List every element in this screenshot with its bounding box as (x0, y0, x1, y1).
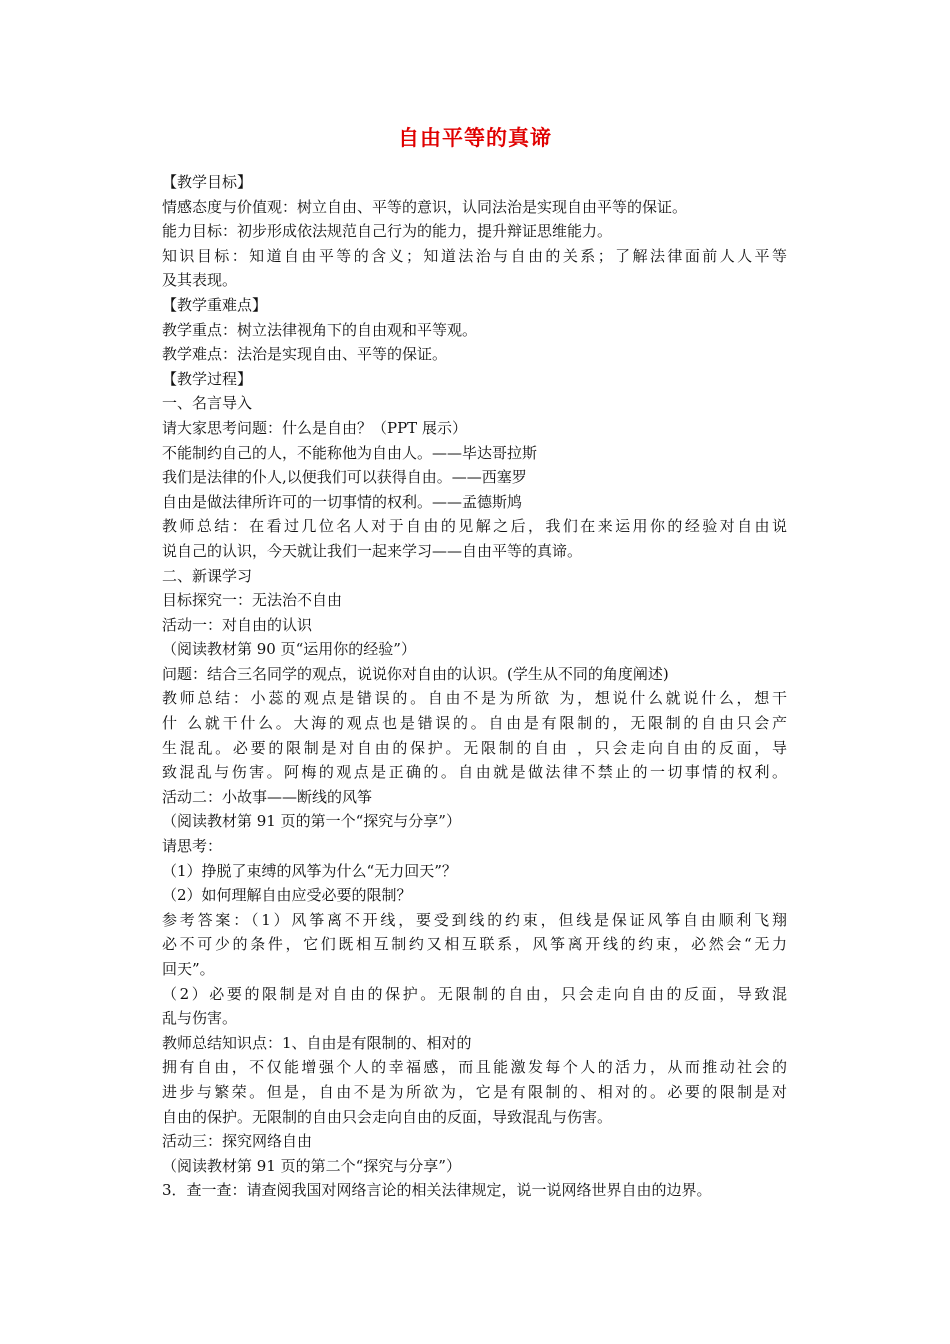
text-line: 生混乱。必要的限制是对自由的保护。无限制的自由 ，只会走向自由的反面，导 (162, 738, 787, 757)
text-line: 活动三：探究网络自由 (162, 1132, 313, 1151)
document-body (162, 170, 787, 1203)
text-line: 活动一：对自由的认识 (162, 615, 313, 634)
text-line: 乱与伤害。 (162, 1009, 238, 1028)
text-line: 什 么就干什么。大海的观点也是错误的。自由是有限制的，无限制的自由只会产 (162, 714, 787, 733)
text-line: 教学重点：树立法律视角下的自由观和平等观。 (162, 320, 478, 339)
text-line: 说自己的认识，今天就让我们一起来学习——自由平等的真谛。 (162, 541, 583, 560)
text-line: 我们是法律的仆人,以便我们可以获得自由。——西塞罗 (162, 468, 527, 487)
text-line: 【教学目标】 (162, 173, 253, 191)
text-line: （阅读教材第 91 页的第二个“探究与分享”） (162, 1156, 461, 1175)
text-line: （阅读教材第 91 页的第一个“探究与分享”） (162, 812, 461, 831)
text-line: 教师总结：在看过几位名人对于自由的见解之后，我们在来运用你的经验对自由说 (162, 517, 787, 536)
text-line: 【教学过程】 (162, 369, 253, 388)
text-line: 进步与繁荣。但是，自由不是为所欲为，它是有限制的、相对的。必要的限制是对 (162, 1082, 787, 1101)
text-line: 二、新课学习 (162, 566, 253, 585)
text-line: 必不可少的条件，它们既相互制约又相互联系，风筝离开线的约束，必然会“无力 (162, 935, 787, 954)
text-line: （阅读教材第 90 页“运用你的经验”） (162, 640, 416, 659)
text-line: 及其表现。 (162, 271, 238, 290)
text-line: 请大家思考问题：什么是自由？（PPT 展示） (162, 418, 467, 437)
text-line: （1）挣脱了束缚的风筝为什么“无力回天”？ (162, 861, 457, 880)
text-line: 拥有自由，不仅能增强个人的幸福感，而且能激发每个人的活力，从而推动社会的 (162, 1058, 787, 1077)
text-line: 【教学重难点】 (162, 295, 268, 314)
text-line: 一、名言导入 (162, 394, 253, 413)
text-line: （2）必要的限制是对自由的保护。无限制的自由，只会走向自由的反面，导致混 (162, 984, 787, 1003)
text-line: 回天”。 (162, 960, 215, 978)
text-line: 自由是做法律所许可的一切事情的权利。——孟德斯鸠 (162, 492, 523, 511)
text-line: 不能制约自己的人，不能称他为自由人。——毕达哥拉斯 (162, 443, 538, 462)
text-line: 参考答案：（1）风筝离不开线，要受到线的约束，但线是保证风筝自由顺利飞翔 (162, 910, 787, 929)
text-line: （2）如何理解自由应受必要的限制？ (162, 886, 412, 905)
document-title: 自由平等的真谛 (398, 125, 552, 150)
text-line: 教师总结：小蕊的观点是错误的。自由不是为所欲 为，想说什么就说什么，想干 (162, 689, 787, 708)
text-line: 自由的保护。无限制的自由只会走向自由的反面，导致混乱与伤害。 (162, 1107, 613, 1126)
text-line: 请思考： (162, 837, 223, 856)
text-line: 情感态度与价值观：树立自由、平等的意识，认同法治是实现自由平等的保证。 (162, 197, 688, 216)
text-line: 3．查一查：请查阅我国对网络言论的相关法律规定，说一说网络世界自由的边界。 (162, 1181, 712, 1200)
text-line: 致混乱与伤害。阿梅的观点是正确的。自由就是做法律不禁止的一切事情的权利。 (162, 763, 787, 782)
text-line: 教学难点：法治是实现自由、平等的保证。 (162, 345, 448, 364)
text-line: 能力目标：初步形成依法规范自己行为的能力，提升辩证思维能力。 (162, 222, 613, 241)
text-line: 活动二：小故事——断线的风筝 (162, 787, 373, 806)
text-line: 问题：结合三名同学的观点，说说你对自由的认识。(学生从不同的角度阐述) (162, 664, 669, 683)
text-line: 目标探究一：无法治不自由 (162, 591, 343, 610)
text-line: 教师总结知识点：1、自由是有限制的、相对的 (162, 1033, 472, 1052)
text-line: 知识目标：知道自由平等的含义；知道法治与自由的关系；了解法律面前人人平等 (162, 246, 787, 265)
